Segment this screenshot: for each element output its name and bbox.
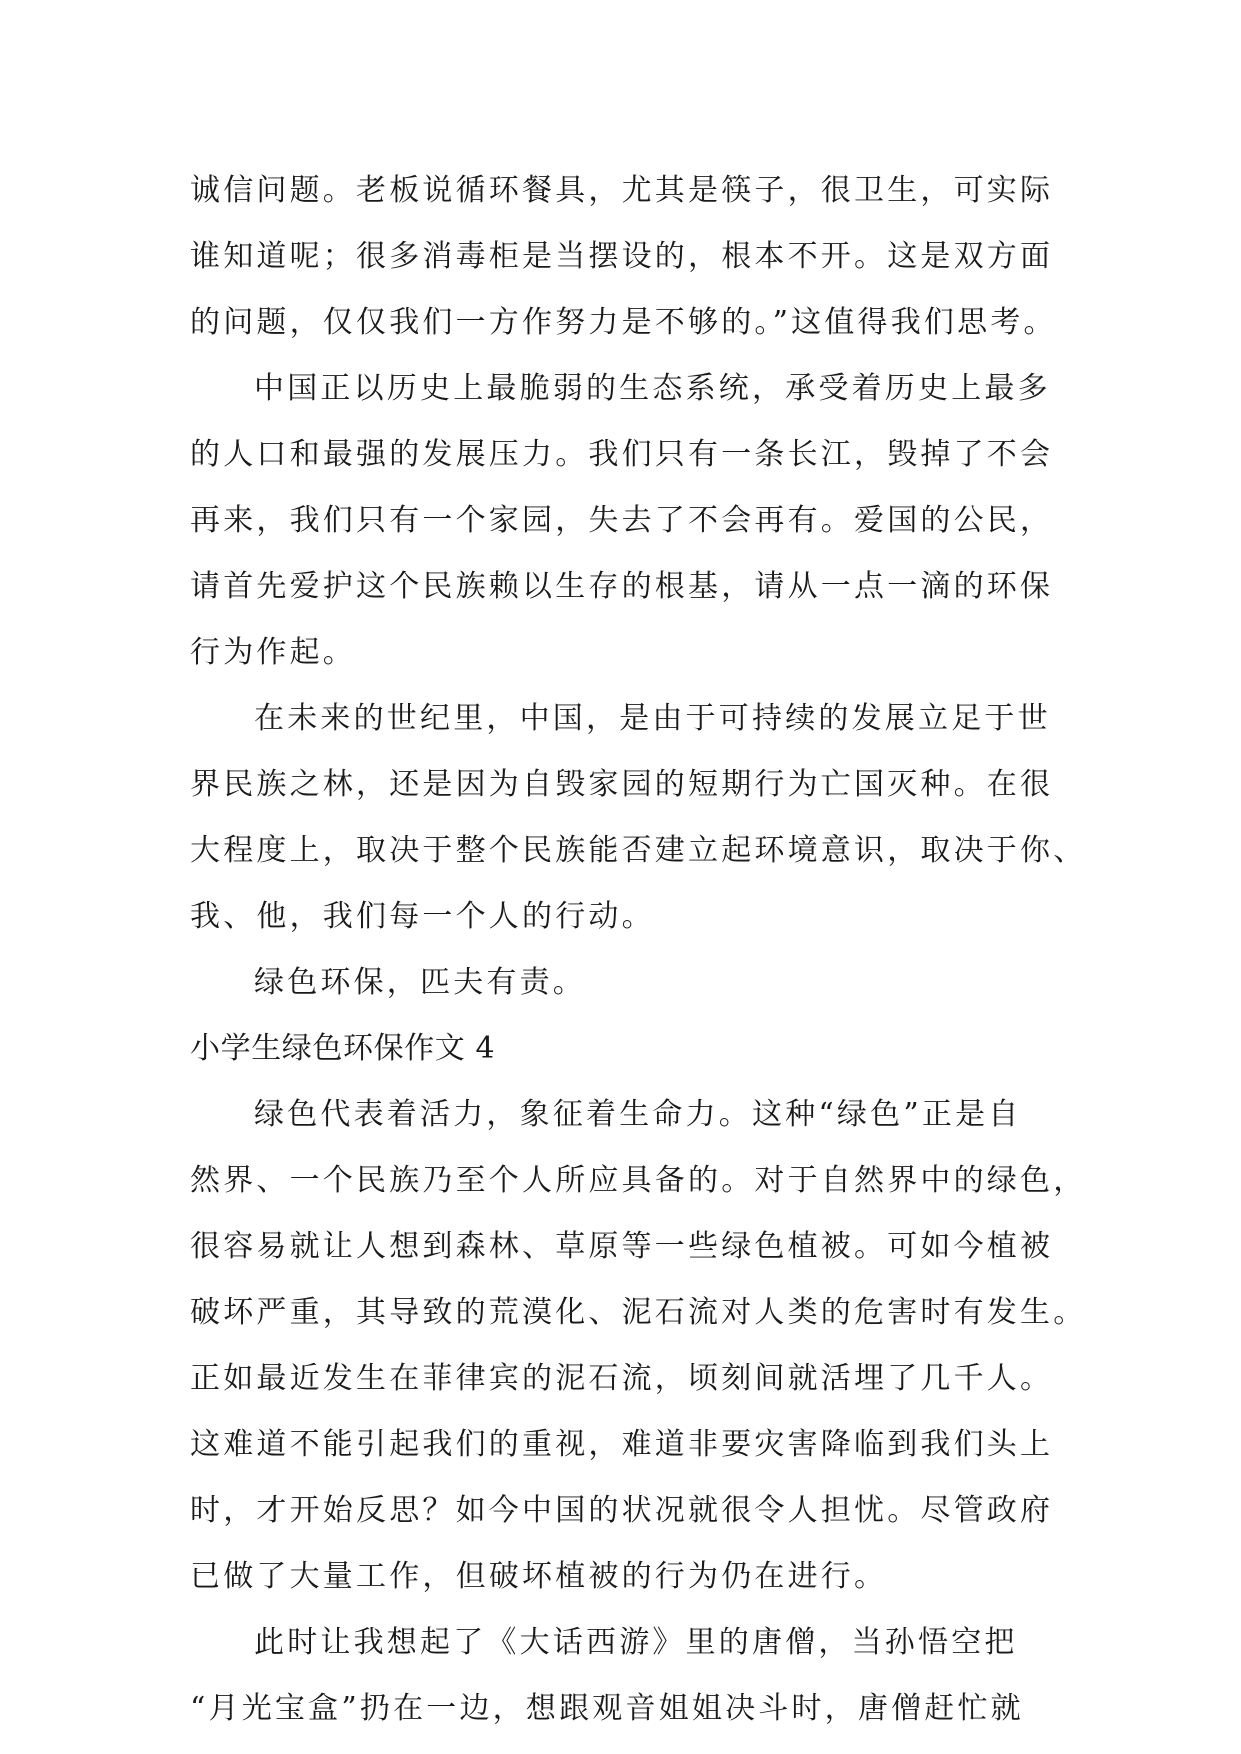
text-line: 破坏严重，其导致的荒漠化、泥石流对人类的危害时有发生。: [190, 1295, 1087, 1330]
text-line: 再来，我们只有一个家园，失去了不会再有。爱国的公民，: [190, 503, 1054, 538]
text-line: 时，才开始反思？如今中国的状况就很令人担忧。尽管政府: [190, 1493, 1054, 1528]
text-line: 绿色环保，匹夫有责。: [254, 965, 586, 1000]
text-line: 的人口和最强的发展压力。我们只有一条长江，毁掉了不会: [190, 437, 1054, 472]
text-line: 我、他，我们每一个人的行动。: [190, 899, 655, 934]
text-line: 界民族之林，还是因为自毁家园的短期行为亡国灭种。在很: [190, 767, 1054, 802]
text-line: 这难道不能引起我们的重视，难道非要灾害降临到我们头上: [190, 1427, 1054, 1462]
text-line: 很容易就让人想到森林、草原等一些绿色植被。可如今植被: [190, 1229, 1054, 1264]
text-line: 已做了大量工作，但破坏植被的行为仍在进行。: [190, 1559, 888, 1594]
text-line: 的问题，仅仅我们一方作努力是不够的。”这值得我们思考。: [190, 305, 1057, 340]
document-body: [190, 158, 1087, 1742]
text-line: 在未来的世纪里，中国，是由于可持续的发展立足于世: [254, 701, 1051, 736]
section-heading: 小学生绿色环保作文 4: [190, 1031, 496, 1066]
text-line: 大程度上，取决于整个民族能否建立起环境意识，取决于你、: [190, 833, 1087, 868]
text-line: 此时让我想起了《大话西游》里的唐僧，当孙悟空把: [254, 1625, 1018, 1660]
text-line: 谁知道呢；很多消毒柜是当摆设的，根本不开。这是双方面: [190, 239, 1054, 274]
text-line: 诚信问题。老板说循环餐具，尤其是筷子，很卫生，可实际: [190, 173, 1054, 208]
text-line: 行为作起。: [190, 635, 356, 670]
text-line: 中国正以历史上最脆弱的生态系统，承受着历史上最多: [254, 371, 1051, 406]
text-line: 正如最近发生在菲律宾的泥石流，顷刻间就活埋了几千人。: [190, 1361, 1054, 1396]
text-line: 然界、一个民族乃至个人所应具备的。对于自然界中的绿色，: [190, 1163, 1087, 1198]
text-line: 请首先爱护这个民族赖以生存的根基，请从一点一滴的环保: [190, 569, 1054, 604]
text-line: “月光宝盒”扔在一边，想跟观音姐姐决斗时，唐僧赶忙就: [190, 1691, 1024, 1726]
text-line: 绿色代表着活力，象征着生命力。这种“绿色”正是自: [254, 1097, 1022, 1132]
